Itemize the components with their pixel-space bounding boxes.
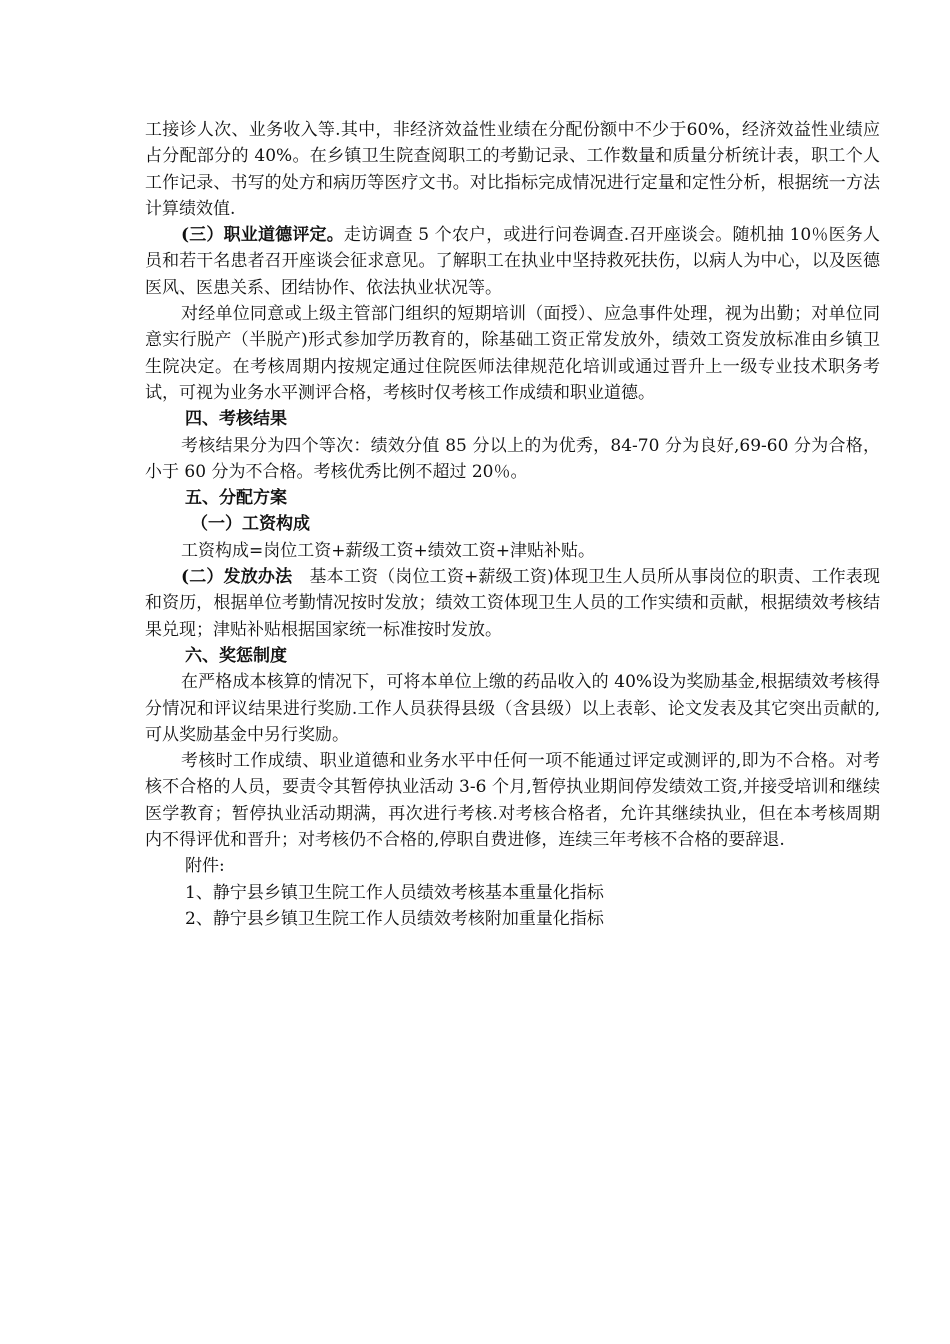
paragraph-payment-method: [145, 564, 880, 643]
paragraph-salary-structure: 工资构成=岗位工资+薪级工资+绩效工资+津贴补贴。: [181, 540, 595, 561]
paragraph-payment-method-body: 基本工资（岗位工资+薪级工资)体现卫生人员所从事岗位的职责、工作表现和资历，根据单位考勤情况按时发放；绩效工资体现卫生人员的工作实绩和贡献，根据绩效考核结果兑现；津贴补贴根据国家统一标准按时发放。: [145, 567, 881, 640]
subsection-heading-payment-method: (二）发放办法: [181, 567, 293, 588]
attachment-item-2: 2、静宁县乡镇卫生院工作人员绩效考核附加重量化指标: [185, 908, 604, 929]
paragraph-penalties: 考核时工作成绩、职业道德和业务水平中任何一项不能通过评定或测评的,即为不合格。对考核不合格的人员，要责令其暂停执业活动 3-6 个月,暂停执业期间停发绩效工资,并接受培训和继续医学教育；暂停执业活动期满，再次进行考核.对考核合格者，允许其继续执业，但在本考核周期内不得评优和晋升；对考核仍不合格的,停职自费进修，连续三年考核不合格的要辞退.: [145, 751, 880, 851]
subsection-heading-salary-structure: （一）工资构成: [191, 514, 310, 535]
paragraph-performance-calculation: 工接诊人次、业务收入等.其中，非经济效益性业绩在分配份额中不少于60%，经济效益性业绩应占分配部分的 40%。在乡镇卫生院查阅职工的考勤记录、工作数量和质量分析统计表，职工个人工作记录、书写的处方和病历等医疗文书。对比指标完成情况进行定量和定性分析，根据统一方法计算绩效值.: [145, 120, 880, 219]
section-heading-rewards-penalties: 六、奖惩制度: [185, 645, 287, 666]
paragraph-professional-ethics: [145, 222, 880, 301]
section-heading-results: 四、考核结果: [185, 409, 287, 430]
paragraph-professional-ethics-body: 走访调查 5 个农户，或进行问卷调查.召开座谈会。随机抽 10％医务人员和若干名患者召开座谈会征求意见。了解职工在执业中坚持救死扶伤，以病人为中心，以及医德医风、医患关系、团结协作、依法执业状况等。: [145, 225, 880, 298]
paragraph-results: 考核结果分为四个等次：绩效分值 85 分以上的为优秀，84-70 分为良好,69-60 分为合格，小于 60 分为不合格。考核优秀比例不超过 20％。: [145, 435, 880, 482]
document-page: [145, 117, 880, 932]
paragraph-rewards: 在严格成本核算的情况下，可将本单位上缴的药品收入的 40%设为奖励基金,根据绩效考核得分情况和评议结果进行奖励.工作人员获得县级（含县级）以上表彰、论文发表及其它突出贡献的,可从奖励基金中另行奖励。: [145, 672, 880, 745]
section-heading-distribution: 五、分配方案: [185, 488, 287, 509]
attachment-item-1: 1、静宁县乡镇卫生院工作人员绩效考核基本重量化指标: [185, 882, 604, 903]
section-heading-professional-ethics: (三）职业道德评定。: [181, 225, 344, 246]
paragraph-training-attendance: 对经单位同意或上级主管部门组织的短期培训（面授）、应急事件处理，视为出勤；对单位同意实行脱产（半脱产)形式参加学历教育的，除基础工资正常发放外，绩效工资发放标准由乡镇卫生院决定。在考核周期内按规定通过住院医师法律规范化培训或通过晋升上一级专业技术职务考试，可视为业务水平测评合格，考核时仅考核工作成绩和职业道德。: [145, 304, 880, 403]
attachments-label: 附件:: [185, 856, 225, 877]
